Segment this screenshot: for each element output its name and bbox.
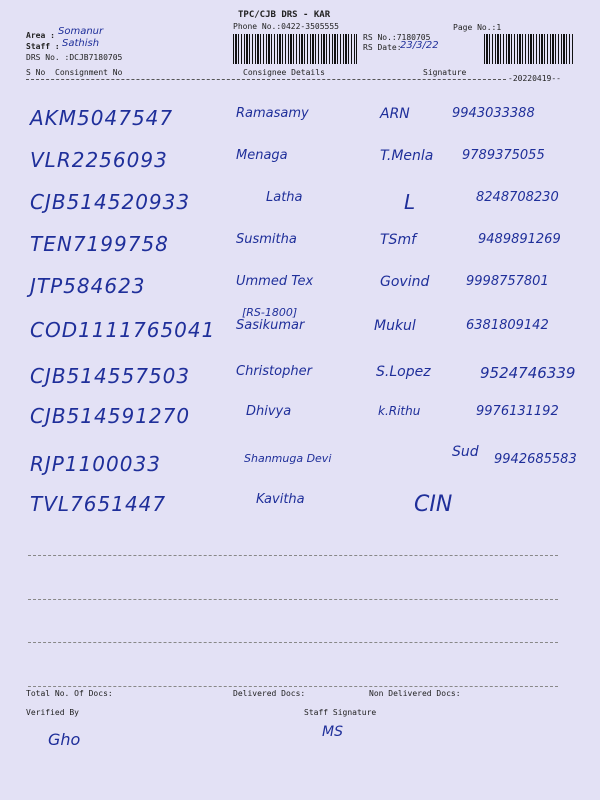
- table-row: [0, 404, 600, 444]
- column-signature: Signature: [423, 68, 467, 77]
- table-row: [0, 492, 600, 532]
- phone: 9524746339: [480, 364, 576, 382]
- table-row: [0, 306, 600, 358]
- signature: k.Rithu: [378, 404, 421, 418]
- consignment-number: TVL7651447: [30, 492, 167, 516]
- signature: T.Menla: [380, 148, 434, 164]
- signature: Sud: [452, 444, 479, 460]
- phone: 9942685583: [494, 452, 577, 467]
- phone-number: Phone No.:0422-3505555: [233, 22, 339, 31]
- table-row: [0, 148, 600, 188]
- signature: L: [404, 190, 416, 214]
- consignee-name: Susmitha: [236, 232, 297, 247]
- signature: Govind: [380, 274, 430, 290]
- drs-number: DRS No. :DCJB7180705: [26, 53, 123, 62]
- consignment-number: CJB514557503: [30, 364, 191, 388]
- rs-date-label: RS Date:: [363, 43, 402, 52]
- divider: [28, 642, 558, 643]
- document-title: TPC/CJB DRS - KAR: [238, 10, 331, 20]
- phone: 9976131192: [476, 404, 559, 419]
- consignee-name: Christopher: [236, 364, 312, 379]
- staff-signature: MS: [322, 724, 343, 740]
- verified-signature: Gho: [48, 730, 81, 749]
- rs-date-value: 23/3/22: [400, 40, 439, 51]
- consignment-number: VLR2256093: [30, 148, 168, 172]
- staff-signature-label: Staff Signature: [304, 708, 377, 717]
- date-code: -20220419--: [508, 74, 561, 83]
- amount-note: [RS-1800]: [242, 306, 298, 319]
- phone: 9998757801: [466, 274, 549, 289]
- table-row: [0, 364, 600, 404]
- consignee-name: Sasikumar: [236, 318, 305, 333]
- column-consignment: Consignment No: [55, 68, 123, 77]
- consignment-number: RJP1100033: [30, 452, 161, 476]
- phone: 9943033388: [452, 106, 535, 121]
- phone: 9489891269: [478, 232, 561, 247]
- area-value: Somanur: [58, 26, 104, 37]
- table-row: [0, 232, 600, 272]
- divider: [28, 555, 558, 556]
- barcode-drs: [233, 34, 357, 64]
- signature: TSmf: [380, 232, 417, 248]
- column-sno: S No: [26, 68, 46, 77]
- barcode-rs: [484, 34, 574, 64]
- consignee-name: Latha: [266, 190, 303, 205]
- phone: 8248708230: [476, 190, 559, 205]
- verified-by-label: Verified By: [26, 708, 79, 717]
- consignee-name: Ummed Tex: [236, 274, 314, 289]
- consignee-name: Dhivya: [246, 404, 292, 419]
- consignee-name: Kavitha: [256, 492, 305, 507]
- signature: ARN: [380, 106, 410, 122]
- table-row: [0, 190, 600, 230]
- consignee-name: Menaga: [236, 148, 288, 163]
- total-docs-label: Total No. Of Docs:: [26, 689, 113, 698]
- table-row: [0, 274, 600, 314]
- consignment-number: CJB514591270: [30, 404, 191, 428]
- consignee-name: Ramasamy: [236, 106, 309, 121]
- divider: [28, 599, 558, 600]
- signature: CIN: [414, 492, 453, 517]
- signature: S.Lopez: [376, 364, 431, 380]
- staff-label: Staff :: [26, 42, 60, 51]
- non-delivered-docs-label: Non Delivered Docs:: [369, 689, 461, 698]
- consignment-number: CJB514520933: [30, 190, 191, 214]
- staff-value: Sathish: [62, 38, 100, 49]
- header-divider: [26, 79, 506, 80]
- divider: [28, 686, 558, 687]
- table-row: [0, 106, 600, 146]
- table-row: [0, 444, 600, 492]
- delivered-docs-label: Delivered Docs:: [233, 689, 306, 698]
- consignment-number: JTP584623: [30, 274, 146, 298]
- area-label: Area :: [26, 31, 55, 40]
- signature: Mukul: [374, 318, 416, 334]
- rs-number: RS No.:7180705: [363, 33, 431, 42]
- consignment-number: AKM5047547: [30, 106, 174, 130]
- page-number: Page No.:1: [453, 23, 502, 32]
- consignee-name: Shanmuga Devi: [244, 452, 332, 465]
- phone: 6381809142: [466, 318, 549, 333]
- phone: 9789375055: [462, 148, 545, 163]
- column-consignee: Consignee Details: [243, 68, 325, 77]
- consignment-number: TEN7199758: [30, 232, 169, 256]
- consignment-number: COD1111765041: [30, 318, 216, 342]
